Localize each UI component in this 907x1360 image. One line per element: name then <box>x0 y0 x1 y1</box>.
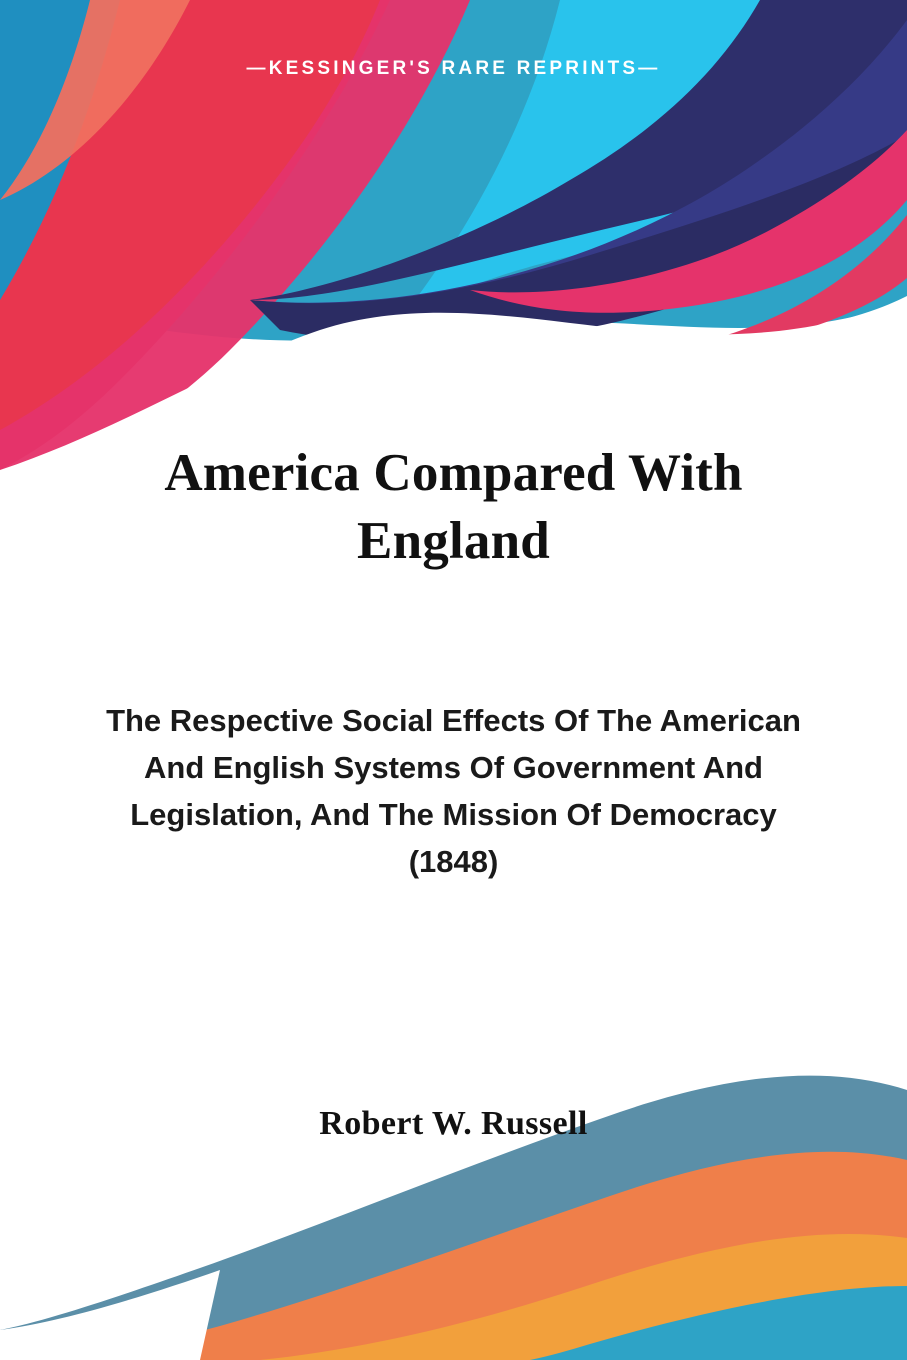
author-block <box>120 1105 787 1143</box>
book-author: Robert W. Russell <box>319 1105 588 1142</box>
book-subtitle: The Respective Social Effects Of The American And English Systems Of Government And Legislation, And The Mission Of Democracy (1848) <box>106 703 801 880</box>
book-title: America Compared With England <box>164 444 743 570</box>
title-block <box>120 440 787 576</box>
publisher-imprint: —KESSINGER'S RARE REPRINTS— <box>246 58 661 79</box>
subtitle-block <box>90 697 817 885</box>
